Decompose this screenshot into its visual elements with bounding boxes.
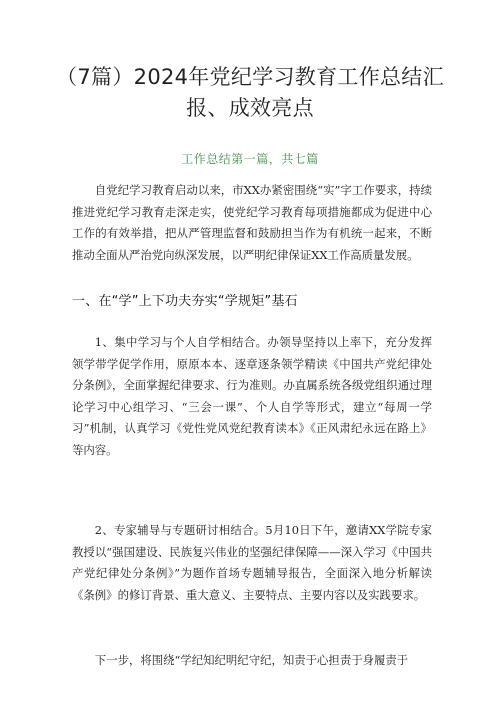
- title-line-2: 报、成效亮点: [186, 96, 314, 120]
- section-heading-1: 一、在“学”上下功夫夯实“学规矩”基石: [72, 294, 298, 309]
- paragraph-1: 1、集中学习与个人自学相结合。办领导坚持以上率下，充分发挥领学带学促学作用，原原本本、逐章逐条领学精读《中国共产党纪律处分条例》，全面掌握纪律要求、行为准则。办直属系统各级党组织通过理论学习中心组学习、“三会一课”、个人自学等形式，建立“每周一学习”机制，认真学习《党性党风党纪教育读本》《正风肃纪永远在路上》等内容。: [72, 335, 432, 457]
- title-line-1: （7篇）2024年党纪学习教育工作总结汇: [56, 65, 444, 89]
- paragraph-2: 2、专家辅导与专题研讨相结合。5月10日下午，邀请XX学院专家教授以“强国建设、民族复兴伟业的坚强纪律保障——深入学习《中国共产党纪律处分条例》”为题作首场专题辅导报告，全面深入地分析解读《条例》的修订背景、重大意义、主要特点、主要内容以及实践要求。: [72, 523, 432, 602]
- document-title: [40, 62, 460, 124]
- paragraph-3: 下一步，将围绕“学纪知纪明纪守纪，知责于心担责于身履责于: [94, 653, 409, 667]
- intro-paragraph: 自党纪学习教育启动以来，市XX办紧密围绕“实”字工作要求，持续推进党纪学习教育走深走实，使党纪学习教育每项措施都成为促进中心工作的有效举措，把从严管理监督和鼓励担当作为有机统一起来，不断推动全面从严治党向纵深发展，以严明纪律保证XX工作高质量发展。: [72, 183, 432, 262]
- document-subtitle: 工作总结第一篇，共七篇: [181, 152, 319, 166]
